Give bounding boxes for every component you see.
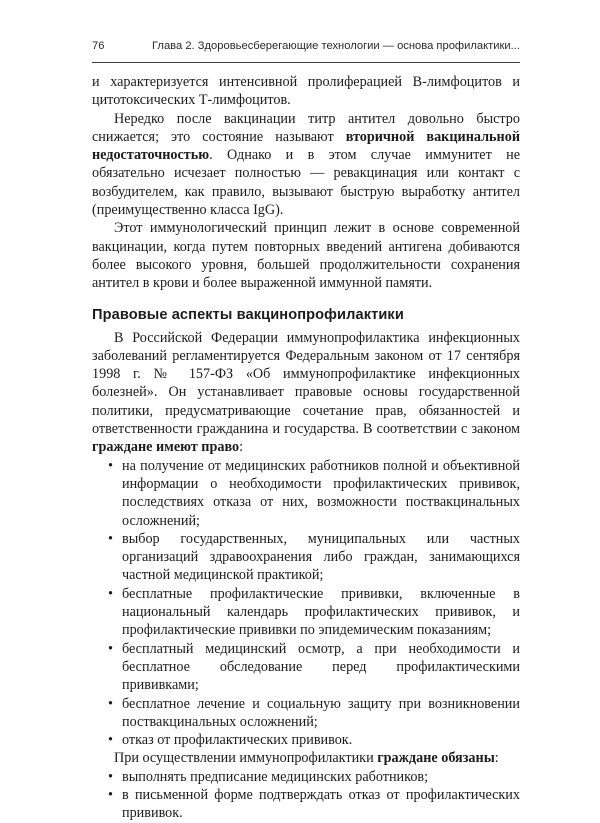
list-item-text: на получение от медицинских работников полной и объективной информации о необходимости профилактических прививок, последствиях отказа от них, возможности поствакцинальных осложнений; bbox=[122, 457, 520, 529]
list-item bbox=[92, 640, 520, 695]
list-item-text: бесплатный медицинский осмотр, а при необходимости и бесплатное обследование перед профилактическими прививками; bbox=[122, 640, 520, 694]
book-page bbox=[92, 40, 520, 823]
term-citizens-rights: граждане имеют право bbox=[92, 439, 240, 456]
paragraph-text: Нередко после вакцинации титр антител довольно быстро снижается; это состояние называют bbox=[92, 110, 520, 145]
list-item-text: бесплатные профилактические прививки, включенные в национальный календарь профилактических прививок, и профилактические прививки по эпидемическим показаниям; bbox=[122, 585, 520, 639]
list-item-text: отказ от профилактических прививок. bbox=[122, 732, 353, 749]
bullet-icon: • bbox=[108, 786, 113, 803]
running-title: Глава 2. Здоровьесберегающие технологии — основа профилактики... bbox=[152, 40, 520, 52]
list-item bbox=[92, 768, 520, 786]
rights-list bbox=[92, 457, 520, 750]
bullet-icon: • bbox=[108, 768, 113, 785]
paragraph-text: : bbox=[494, 750, 499, 767]
list-item-text: выбор государственных, муниципальных или частных организаций здравоохранения либо граждан, занимающихся частной медицинской практикой; bbox=[122, 530, 520, 584]
list-item-text: в письменной форме подтверждать отказ от профилактических прививок. bbox=[122, 786, 520, 822]
paragraph-text: В Российской Федерации иммунопрофилактика инфекционных заболеваний регламентируется Федеральным законом от 17 сентября 1998 г. № 157-ФЗ «Об иммунопрофилактике инфекционных болезней». Он устанавливает правовые основы государственной политики, предусматривающие сочетание прав, обязанностей и ответственности гражданина и государства. В соответствии с законом bbox=[92, 329, 520, 438]
paragraph-text: . Однако и в этом случае иммунитет не обязательно исчезает полностью — ревакцинация или контакт с возбудителем, как правило, вызывают быструю выработку антител (преимущественно класса IgG). bbox=[92, 147, 520, 219]
paragraph-text: При осуществлении иммунопрофилактики bbox=[114, 750, 378, 767]
list-item bbox=[92, 457, 520, 530]
bullet-icon: • bbox=[108, 695, 113, 712]
paragraph-federal-law bbox=[92, 329, 520, 457]
list-item-text: бесплатное лечение и социальную защиту при возникновении поствакцинальных осложнений; bbox=[122, 695, 520, 730]
paragraph-text: : bbox=[239, 439, 244, 456]
list-item bbox=[92, 786, 520, 823]
bullet-icon: • bbox=[108, 640, 113, 657]
paragraph-continuation: и характеризуется интенсивной пролиферацией В-лимфоцитов и цитотоксических Т-лимфоцитов. bbox=[92, 74, 520, 109]
bullet-icon: • bbox=[108, 530, 113, 547]
header-rule bbox=[92, 62, 520, 63]
paragraph-immunologic-principle: Этот иммунологический принцип лежит в основе современной вакцинации, когда путем повторных введений антигена добиваются более высокого уровня, большей продолжительности сохранения антител в крови и более выраженной иммунной памяти. bbox=[92, 220, 520, 292]
obligations-list bbox=[92, 768, 520, 823]
list-item-text: выполнять предписание медицинских работников; bbox=[122, 768, 429, 785]
paragraph-obligations bbox=[92, 749, 520, 767]
list-item bbox=[92, 695, 520, 732]
bullet-icon: • bbox=[108, 585, 113, 602]
bullet-icon: • bbox=[108, 732, 113, 749]
page-number: 76 bbox=[92, 40, 105, 52]
bullet-icon: • bbox=[108, 457, 113, 474]
section-heading: Правовые аспекты вакцинопрофилактики bbox=[92, 306, 404, 323]
term-citizens-obligations: граждане обязаны bbox=[377, 750, 495, 767]
list-item bbox=[92, 731, 520, 749]
term-secondary-vaccine-failure: вторичной вакцинальной недостаточностью bbox=[92, 128, 520, 164]
running-header bbox=[92, 40, 520, 56]
list-item bbox=[92, 585, 520, 640]
paragraph-secondary-failure bbox=[92, 110, 520, 220]
list-item bbox=[92, 530, 520, 585]
